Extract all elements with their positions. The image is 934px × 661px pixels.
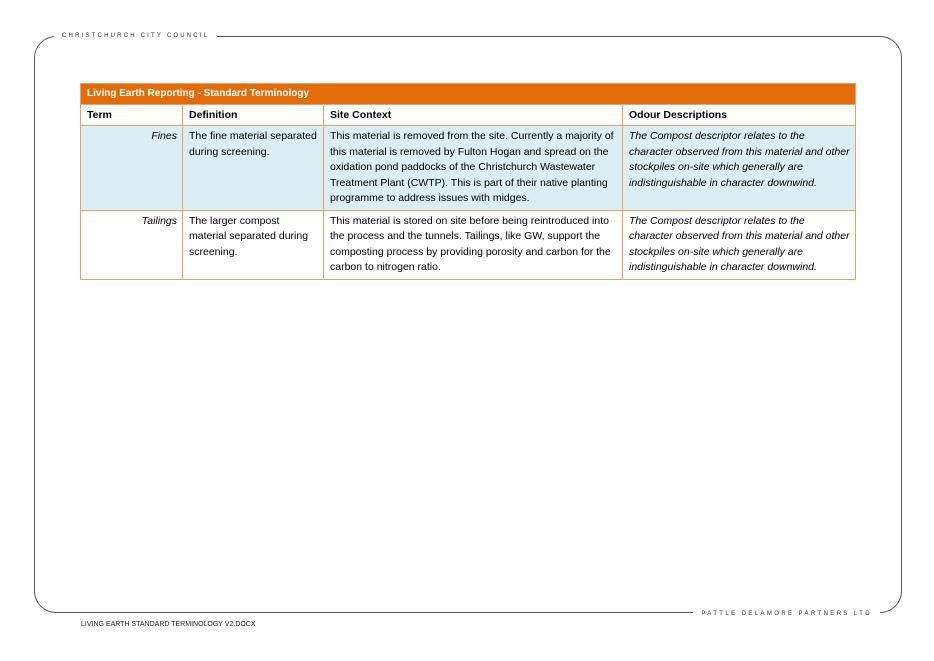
term-cell: Fines <box>81 126 183 211</box>
organisation-name: CHRISTCHURCH CITY COUNCIL <box>62 33 210 39</box>
odour-cell: The Compost descriptor relates to the character observed from this material and other stockpiles on-site which generally are indistinguishable in character downwind. <box>623 210 856 279</box>
table-header-row <box>81 105 856 126</box>
page-footer <box>693 606 880 622</box>
column-header-odour: Odour Descriptions <box>623 105 856 126</box>
document-filename: LIVING EARTH STANDARD TERMINOLOGY V2.DOCX <box>81 621 256 628</box>
table-title-row <box>81 84 856 105</box>
terminology-table <box>80 83 856 280</box>
site-context-cell: This material is stored on site before being reintroduced into the process and the tunnels. Tailings, like GW, support the composting process by providing porosity and carbon for the carbon to nitrogen ratio. <box>324 210 623 279</box>
column-header-term: Term <box>81 105 183 126</box>
page-header <box>54 28 217 44</box>
table-row <box>81 210 856 279</box>
table-title: Living Earth Reporting - Standard Terminology <box>81 84 856 105</box>
definition-cell: The larger compost material separated during screening. <box>183 210 324 279</box>
table-row <box>81 126 856 211</box>
term-cell: Tailings <box>81 210 183 279</box>
odour-cell: The Compost descriptor relates to the character observed from this material and other stockpiles on-site which generally are indistinguishable in character downwind. <box>623 126 856 211</box>
column-header-definition: Definition <box>183 105 324 126</box>
company-name: PATTLE DELAMORE PARTNERS LTD <box>701 611 872 617</box>
site-context-cell: This material is removed from the site. Currently a majority of this material is removed by Fulton Hogan and spread on the oxidation pond paddocks of the Christchurch Wastewater Treatment Plant (CWTP). This is part of their native planting programme to address issues with midges. <box>324 126 623 211</box>
column-header-site-context: Site Context <box>324 105 623 126</box>
definition-cell: The fine material separated during screening. <box>183 126 324 211</box>
